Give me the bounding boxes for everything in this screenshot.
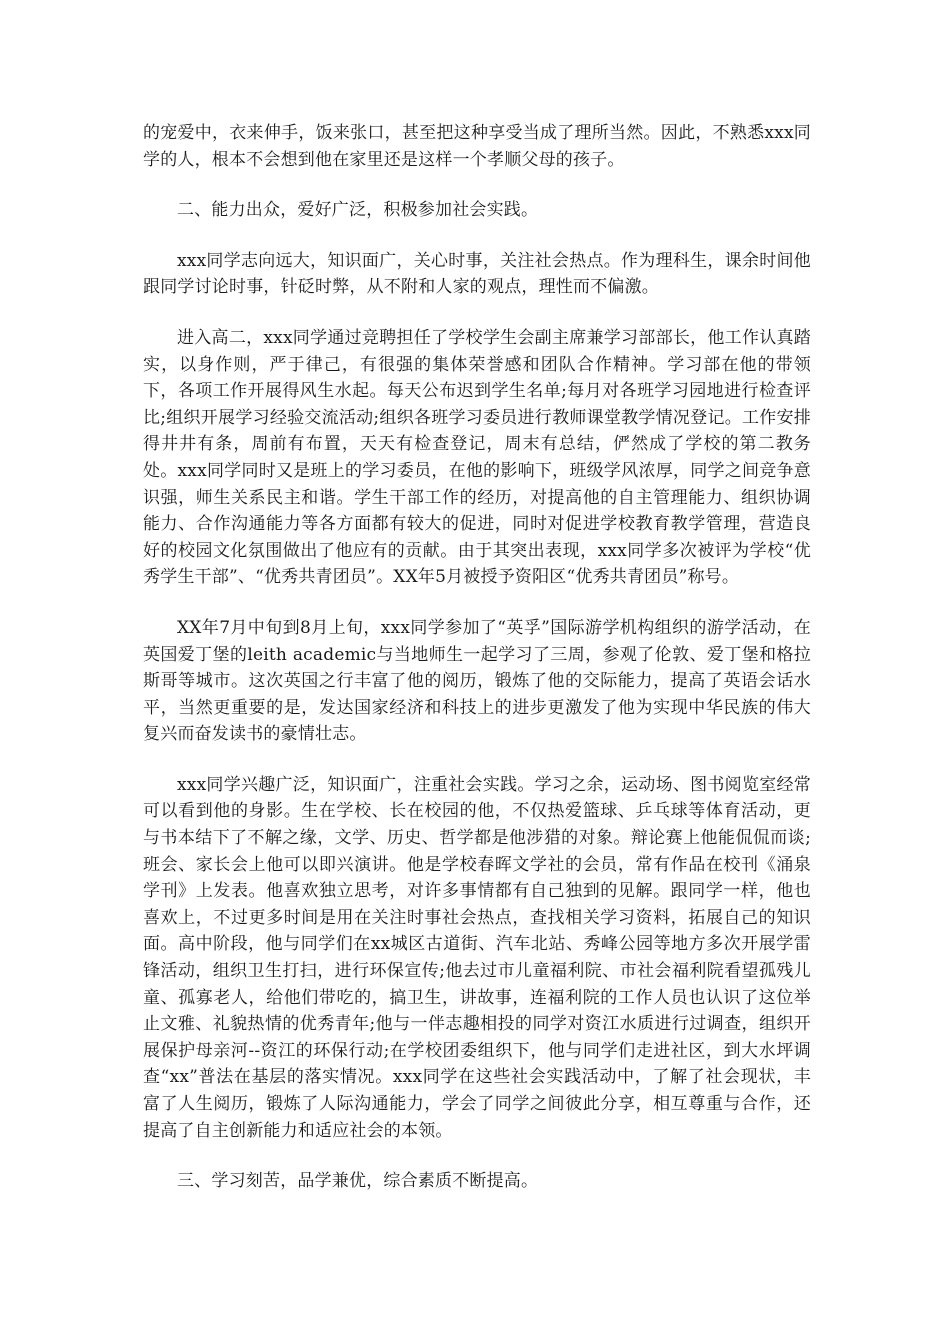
paragraph-continuation: 的宠爱中，衣来伸手，饭来张口，甚至把这种享受当成了理所当然。因此，不熟悉xxx同学的人，根本不会想到他在家里还是这样一个孝顺父母的孩子。 bbox=[143, 123, 811, 170]
paragraph-social-practice: xxx同学兴趣广泛，知识面广，注重社会实践。学习之余，运动场、图书阅览室经常可以看到他的身影。生在学校、长在校园的他，不仅热爱篮球、乒乓球等体育活动，更与书本结下了不解之缘，文学、历史、哲学都是他涉猎的对象。辩论赛上他能侃侃而谈;班会、家长会上他可以即兴演讲。他是学校春晖文学社的会员，常有作品在校刊《涌泉学刊》上发表。他喜欢独立思考，对许多事情都有自己独到的见解。跟同学一样，他也喜欢上，不过更多时间是用在关注时事社会热点，查找相关学习资料，拓展自己的知识面。高中阶段，他与同学们在xx城区古道街、汽车北站、秀峰公园等地方多次开展学雷锋活动，组织卫生打扫，进行环保宣传;他去过市儿童福利院、市社会福利院看望孤残儿童、孤寡老人，给他们带吃的，搞卫生，讲故事，连福利院的工作人员也认识了这位举止文雅、礼貌热情的优秀青年;他与一伴志趣相投的同学对资江水质进行过调查，组织开展保护母亲河--资江的环保行动;在学校团委组织下，他与同学们走进社区，到大水坪调查“xx”普法在基层的落实情况。xxx同学在这些社会实践活动中，了解了社会现状，丰富了人生阅历，锻炼了人际沟通能力，学会了同学之间彼此分享，相互尊重与合作，还提高了自主创新能力和适应社会的本领。 bbox=[143, 774, 811, 1141]
paragraph-student-union: 进入高二，xxx同学通过竞聘担任了学校学生会副主席兼学习部部长，他工作认真踏实，以身作则，严于律己，有很强的集体荣誉感和团队合作精神。学习部在他的带领下，各项工作开展得风生水起。每天公布迟到学生名单;每月对各班学习园地进行检查评比;组织开展学习经验交流活动;组织各班学习委员进行教师课堂教学情况登记。工作安排得井井有条，周前有布置，天天有检查登记，周末有总结，俨然成了学校的第二教务处。xxx同学同时又是班上的学习委员，在他的影响下，班级学风浓厚，同学之间竞争意识强，师生关系民主和谐。学生干部工作的经历，对提高他的自主管理能力、组织协调能力、合作沟通能力等各方面都有较大的促进，同时对促进学校教育教学管理，营造良好的校园文化氛围做出了他应有的贡献。由于其突出表现，xxx同学多次被评为学校“优秀学生干部”、“优秀共青团员”。XX年5月被授予资阳区“优秀共青团员”称号。 bbox=[143, 327, 811, 588]
section-heading-three: 三、学习刻苦，品学兼优，综合素质不断提高。 bbox=[177, 1171, 539, 1192]
section-heading-two: 二、能力出众，爱好广泛，积极参加社会实践。 bbox=[177, 200, 539, 221]
paragraph-interests: xxx同学志向远大，知识面广，关心时事，关注社会热点。作为理科生，课余时间他跟同学讨论时事，针砭时弊，从不附和人家的观点，理性而不偏激。 bbox=[143, 250, 811, 298]
document-page bbox=[143, 120, 811, 1195]
paragraph-study-tour: XX年7月中旬到8月上旬，xxx同学参加了“英孚”国际游学机构组织的游学活动，在英国爱丁堡的leith academic与当地师生一起学习了三周，参观了伦敦、爱丁堡和格拉斯哥等城市。这次英国之行丰富了他的阅历，锻炼了他的交际能力，提高了英语会话水平，当然更重要的是，发达国家经济和科技上的进步更激发了他为实现中华民族的伟大复兴而奋发读书的豪情壮志。 bbox=[143, 617, 811, 745]
